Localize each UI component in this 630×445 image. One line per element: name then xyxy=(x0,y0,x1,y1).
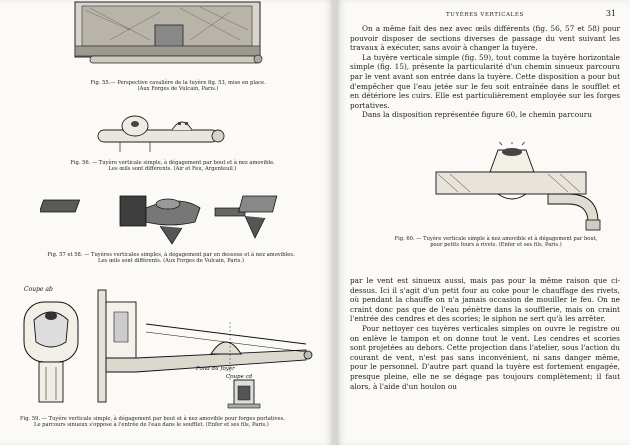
paragraph: On a même fait des nez avec œils différents (fig. 56, 57 et 58) pour pouvoir disposer de sections diverses de passage du vent suivant les travaux à exécuter, sans avoir à changer la tuyère. xyxy=(350,24,620,53)
fig5758-caption xyxy=(36,252,306,265)
fig5758-note-text: Les œils sont différents. (Aux Forges de Vulcain, Paris.) xyxy=(98,258,244,265)
fig59-illustration xyxy=(6,282,326,410)
fig59-caption xyxy=(20,416,320,429)
fig60-illustration xyxy=(428,142,618,232)
fig5758-caption-text: Fig. 57 et 58. — Tuyères verticales simples, à dégagement par en dessous et à nez amovibles. xyxy=(47,252,295,258)
fig56-caption xyxy=(50,160,295,173)
page-number: 31 xyxy=(605,9,616,18)
paragraph: La tuyère verticale simple (fig. 59), tout comme la tuyère horizontale simple (fig. 15), présente la particularité d'un chemin sinueux parcouru par le vent avant son entrée dans la tuyère. Cette disposition a pour but d'empêcher que l'eau jetée sur le feu soit entraînée dans le soufflet et en détériore les cuirs. Elle est particulièrement employée sur les forges portatives. xyxy=(350,52,620,110)
right-page xyxy=(336,0,630,445)
running-head: TUYÈRES VERTICALES xyxy=(446,12,524,18)
fig59-label-fond: Fond du foyer xyxy=(196,366,235,372)
fig55-caption-text: Fig. 55.— Perspective cavalière de la tuyère fig. 53, mise en place. xyxy=(90,80,266,86)
paragraph: par le vent est sinueux aussi, mais pas pour la même raison que ci-dessus. Ici il s'agit d'un petit four au coke pour le chauffage des rivets, où pendant la chauffe on n'a jamais occasion de mouiller le feu. On ne craint donc pas que de l'eau pénètre dans la soufflerie, mais on craint l'entrée des cendres et des scories; le siphon ne sert qu'à les arrêter. xyxy=(350,276,620,324)
fig55-caption xyxy=(78,80,278,93)
fig56-caption-text: Fig. 56. — Tuyère verticale simple, à dégagement par bout et à nez amovible. xyxy=(70,160,275,166)
fig59-caption-text: Fig. 59. — Tuyère verticale simple, à dégagement par bout et à nez amovible pour forges portatives. xyxy=(20,416,285,422)
fig56-illustration xyxy=(90,108,240,160)
fig55-source-text: (Aux Forges de Vulcain, Paris.) xyxy=(137,86,219,93)
fig5758-illustration xyxy=(40,188,300,250)
fig56-note-text: Les œils sont différents. (Air et Feu, Argenteuil.) xyxy=(108,166,237,173)
text-block-top xyxy=(350,24,620,120)
paragraph: Pour nettoyer ces tuyères verticales simples on ouvre le registre ou on enlève le tampon et on donne tout le vent. Les cendres et scories sont projetées au dehors. Cette projection dans l'atelier, sous l'action du courant de vent, n'est pas sans inconvénient, ni sans danger même, pour le personnel. D'autre part quand la tuyère est fortement engagée, presque pleine, elle ne se dégage pas toujours complètement; il faut alors, à l'aide d'un houlon ou xyxy=(350,323,620,391)
fig60-note-text: pour petits fours à rivets. (Enfer et ses fils, Paris.) xyxy=(430,242,562,249)
fig59-label-coupe-ab: Coupe ab xyxy=(24,286,53,293)
text-block-bottom xyxy=(350,276,620,391)
fig60-caption-text: Fig. 60. — Tuyère verticale simple à nez amovible et à dégagement par bout, xyxy=(394,236,598,242)
fig59-label-coupe-cd: Coupe cd xyxy=(226,374,253,380)
fig59-note-text: Le parcours sinueux s'oppose à l'entrée de l'eau dans le soufflet. (Enfer et ses fils, Paris.) xyxy=(34,422,269,429)
paragraph: Dans la disposition représentée figure 60, le chemin parcouru xyxy=(362,110,592,120)
fig55-illustration xyxy=(70,0,270,75)
fig60-caption xyxy=(376,236,616,249)
